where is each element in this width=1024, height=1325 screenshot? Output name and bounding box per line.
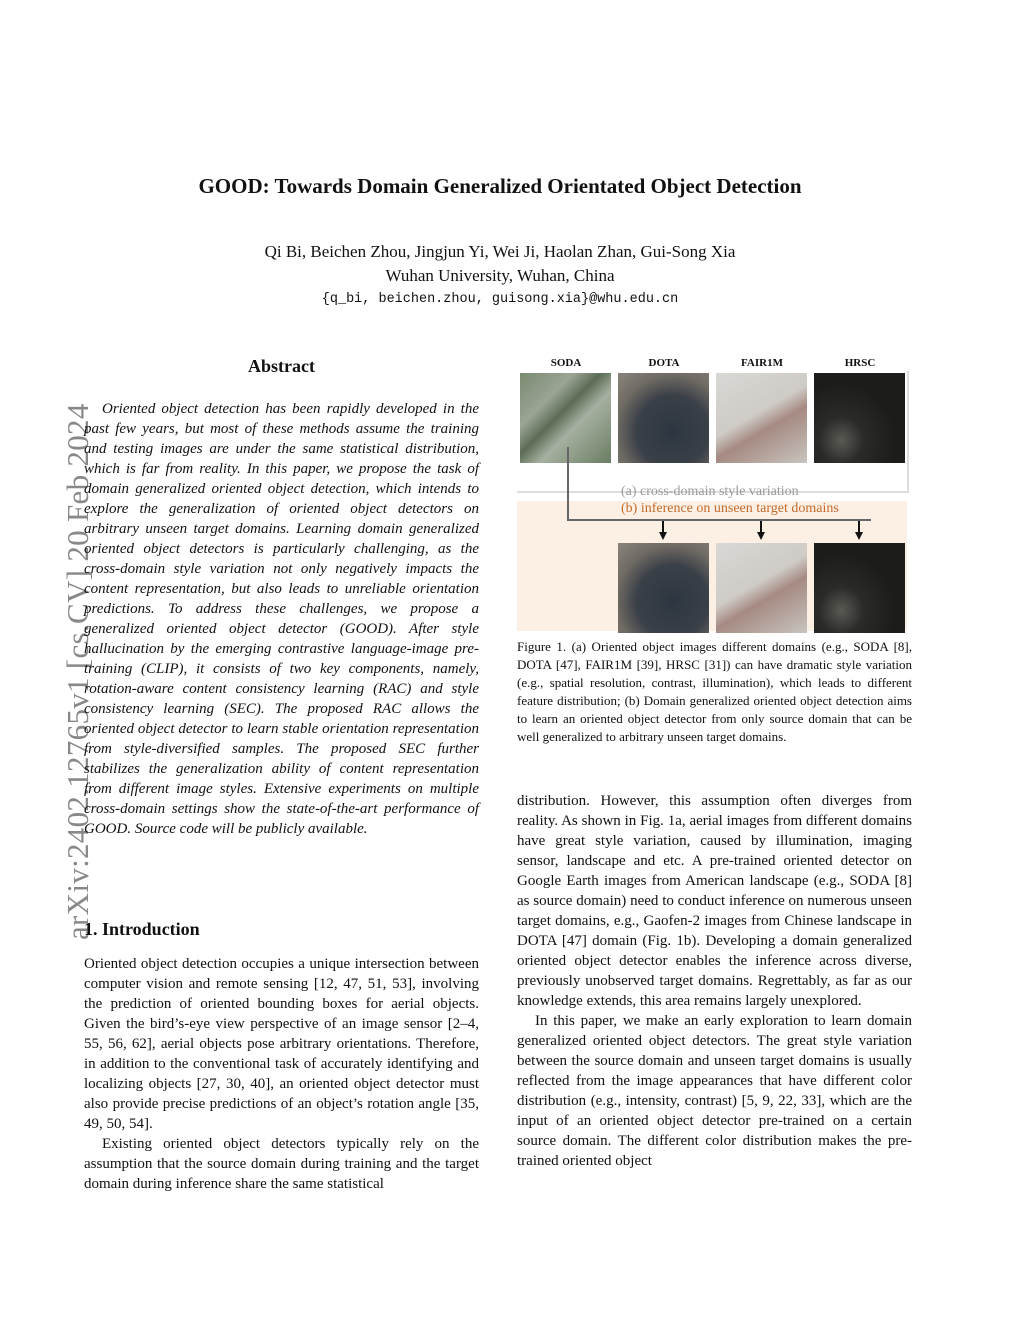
image-hrsc bbox=[814, 373, 905, 463]
figure-caption: Figure 1. (a) Oriented object images different domains (e.g., SODA [8], DOTA [47], FAIR1M [39], HRSC [31]) can have dramatic style variation (e.g., spatial resolution, contrast, illumination), which leads to different feature distribution; (b) Domain generalized oriented object detection aims to learn an oriented object detector from only source domain that can be well generalized to arbitrary unseen target domains. bbox=[517, 639, 912, 744]
connector-line bbox=[567, 447, 569, 520]
affiliation: Wuhan University, Wuhan, China bbox=[385, 266, 615, 285]
panel-a bbox=[517, 371, 909, 499]
image-dota-detected bbox=[618, 543, 709, 633]
paragraph: Oriented object detection occupies a unique intersection between computer vision and remote sensing [12, 47, 51, 53], involving the prediction of oriented bounding boxes for aerial objects. Given the bird’s-eye view perspective of an image sensor [2–4, 55, 56, 62], aerial objects pose arbitrary orientations. Therefore, in addition to the conventional task of accurately identifying and localizing objects [27, 30, 40], an oriented object detector must also provide precise predictions of an object’s rotation angle [35, 49, 50, 54]. bbox=[84, 956, 479, 1132]
abstract-text: Oriented object detection has been rapidly developed in the past few years, but most of these methods assume the training and testing images are under the same statistical distribution, which is far from reality. In this paper, we propose the task of domain generalized oriented object detection, which intends to explore the generalization of oriented object detectors on arbitrary unseen target domains. Learning domain generalized oriented object detectors is particularly challenging, as the cross-domain style variation not only negatively impacts the content representation, but also leads to unreliable orientation predictions. To address these challenges, we propose a generalized oriented object detector (GOOD). After style hallucination by the emerging contrastive language-image pre-training (CLIP), it consists of two key components, namely, rotation-aware content consistency learning (RAC) and style consistency learning (SEC). The proposed RAC allows the oriented object detector to learn stable orientation representation from style-diversified samples. The proposed SEC further stabilizes the generalization ability of content representation from different image styles. Extensive experiments on multiple cross-domain settings show the state-of-the-art performance of GOOD. Source code will be publicly available. bbox=[84, 401, 479, 837]
image-fair1m bbox=[716, 373, 807, 463]
image-fair1m-detected bbox=[716, 543, 807, 633]
panel-b bbox=[517, 501, 907, 631]
arrow-down-icon bbox=[659, 532, 667, 540]
figure-1 bbox=[517, 355, 909, 633]
figure-label-fair1m: FAIR1M bbox=[741, 357, 783, 369]
caption-a: (a) cross-domain style variation bbox=[621, 484, 799, 499]
image-hrsc-detected bbox=[814, 543, 905, 633]
figure-label-hrsc: HRSC bbox=[844, 357, 876, 369]
paragraph: distribution. However, this assumption often diverges from reality. As shown in Fig. 1a, aerial images from different domains have great style variation, caused by illumination, imaging sensor, landscape and etc. A pre-trained oriented detector on Google Earth images from American landscape (e.g., SODA [8] as source domain) need to conduct inference on numerous unseen target domains, e.g., Gaofen-2 images from Chinese landscape in DOTA [47] domain (Fig. 1b). Developing a domain generalized oriented object detector enables the inference across diverse, previously unobserved target domains. Regrettably, as far as our knowledge extends, this area remains largely unexplored. bbox=[517, 793, 912, 1009]
arrow-down-icon bbox=[855, 532, 863, 540]
paragraph: Existing oriented object detectors typically rely on the assumption that the source domain during training and the target domain during inference share the same statistical bbox=[84, 1136, 479, 1192]
figure-label-dota: DOTA bbox=[648, 357, 680, 369]
figure-label-soda: SODA bbox=[550, 357, 582, 369]
image-dota bbox=[618, 373, 709, 463]
email: {q_bi, beichen.zhou, guisong.xia}@whu.edu.cn bbox=[321, 292, 679, 307]
authors: Qi Bi, Beichen Zhou, Jingjun Yi, Wei Ji, Haolan Zhan, Gui-Song Xia bbox=[264, 242, 736, 261]
paper-title: GOOD: Towards Domain Generalized Orientated Object Detection bbox=[198, 174, 802, 198]
arrow-down-icon bbox=[757, 532, 765, 540]
connector-line bbox=[567, 519, 871, 521]
image-soda bbox=[520, 373, 611, 463]
paragraph: In this paper, we make an early exploration to learn domain generalized oriented object detectors. The great style variation between the source domain and unseen target domains is usually reflected from the image appearances that have different color distribution (e.g., intensity, contrast) [5, 9, 22, 33], which are the input of an oriented object detector pre-trained on a certain source domain. The different color distribution makes the pre-trained oriented object bbox=[517, 1013, 912, 1169]
arxiv-stamp: arXiv:2402.12765v1 [cs.CV] 20 Feb 2024 bbox=[60, 403, 95, 940]
caption-b: (b) inference on unseen target domains bbox=[621, 501, 839, 516]
abstract-heading: Abstract bbox=[248, 356, 315, 376]
right-column-text bbox=[517, 791, 912, 1171]
intro-text bbox=[84, 954, 479, 1194]
section-heading-introduction: 1. Introduction bbox=[84, 919, 200, 939]
